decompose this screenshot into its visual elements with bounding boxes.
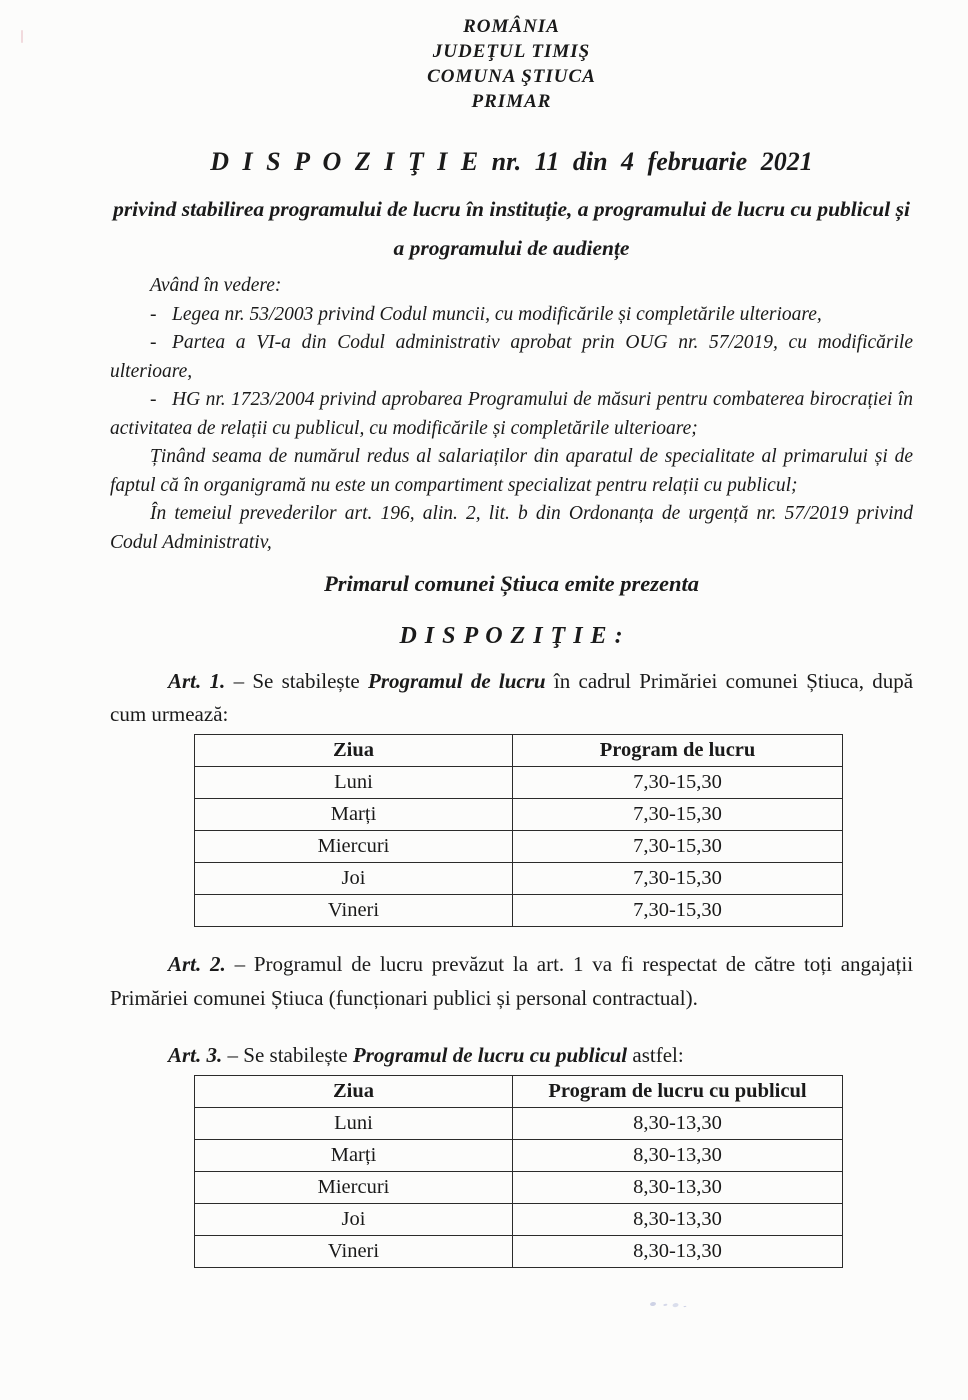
day-cell: Joi (195, 863, 513, 895)
table-row (195, 1204, 843, 1236)
document-subtitle: privind stabilirea programului de lucru în instituție, a programului de lucru cu publicul și a programului de audiențe (113, 197, 910, 260)
column-header-day: Ziua (195, 1076, 513, 1108)
column-header-hours: Program de lucru cu publicul (513, 1076, 843, 1108)
table-row (195, 1172, 843, 1204)
article-3-text: Se stabilește (243, 1043, 348, 1067)
scan-fleck-artifact (21, 30, 23, 43)
disposition-heading: D I S P O Z I Ţ I E : (399, 623, 624, 649)
work-schedule-table (194, 734, 843, 927)
preamble-intro: Având în vedere: (150, 275, 282, 296)
hours-cell: 7,30-15,30 (513, 895, 843, 927)
hours-cell: 7,30-15,30 (513, 831, 843, 863)
preamble (110, 272, 913, 557)
legal-basis-item (110, 301, 913, 330)
letterhead-commune: COMUNA ŞTIUCA (427, 66, 596, 87)
table-row (195, 1140, 843, 1172)
legal-basis-item (110, 386, 913, 443)
legal-basis-text: Partea a VI-a din Codul administrativ aprobat prin OUG nr. 57/2019, cu modificările ulterioare, (110, 332, 913, 382)
article-separator: – (233, 669, 245, 693)
table-row (195, 1108, 843, 1140)
article-3-emphasis: Programul de lucru cu publicul (352, 1043, 628, 1067)
hours-cell: 8,30-13,30 (513, 1236, 843, 1268)
public-schedule-table (194, 1075, 843, 1268)
hours-cell: 7,30-15,30 (513, 799, 843, 831)
day-cell: Vineri (195, 895, 513, 927)
table-header-row (195, 735, 843, 767)
article-3-text: astfel: (632, 1043, 684, 1067)
table-row (195, 767, 843, 799)
table-row (195, 799, 843, 831)
document-title: D I S P O Z I Ţ I E nr. 11 din 4 februarie 2021 (210, 147, 813, 176)
day-cell: Vineri (195, 1236, 513, 1268)
day-cell: Joi (195, 1204, 513, 1236)
day-cell: Luni (195, 767, 513, 799)
article-3 (110, 1039, 913, 1072)
list-dash: - (150, 303, 157, 325)
day-cell: Marți (195, 799, 513, 831)
article-1 (110, 665, 913, 731)
article-2-label: Art. 2. (168, 952, 226, 976)
hours-cell: 7,30-15,30 (513, 767, 843, 799)
issuance-line: Primarul comunei Știuca emite prezenta (323, 571, 700, 596)
letterhead (110, 14, 913, 114)
legal-basis-text: Legea nr. 53/2003 privind Codul muncii, cu modificările și completările ulterioare, (172, 303, 822, 325)
day-cell: Luni (195, 1108, 513, 1140)
legal-basis-text: HG nr. 1723/2004 privind aprobarea Programului de măsuri pentru combaterea birocrației în activitatea de relații cu publicul, cu modificările și completările ulterioare; (110, 389, 913, 439)
article-3-label: Art. 3. (168, 1043, 223, 1067)
table-row (195, 831, 843, 863)
column-header-hours: Program de lucru (513, 735, 843, 767)
article-1-text: Se stabilește (252, 669, 360, 693)
table-row (195, 895, 843, 927)
table-row (195, 863, 843, 895)
article-1-text: în cadrul Primăriei comunei Știuca, după cum urmează: (110, 669, 914, 726)
article-2 (110, 947, 913, 1015)
day-cell: Miercuri (195, 831, 513, 863)
scan-smudge-artifact (650, 1302, 657, 1307)
table-row (195, 1236, 843, 1268)
column-header-day: Ziua (195, 735, 513, 767)
hours-cell: 8,30-13,30 (513, 1204, 843, 1236)
hours-cell: 8,30-13,30 (513, 1140, 843, 1172)
list-dash: - (150, 389, 157, 410)
article-separator: – (227, 1043, 239, 1067)
preamble-paragraph: În temeiul prevederilor art. 196, alin. 2, lit. b din Ordonanța de urgență nr. 57/2019 privind Codul Administrativ, (110, 503, 913, 553)
hours-cell: 7,30-15,30 (513, 863, 843, 895)
letterhead-office: PRIMAR (471, 91, 552, 112)
day-cell: Miercuri (195, 1172, 513, 1204)
article-1-emphasis: Programul de lucru (368, 669, 546, 693)
preamble-paragraph: Ținând seama de numărul redus al salariaților din aparatul de specialitate al primarului și de faptul că în organigramă nu este un compartiment specializat pentru relații cu publicul; (110, 446, 913, 496)
hours-cell: 8,30-13,30 (513, 1172, 843, 1204)
list-dash: - (150, 332, 157, 353)
article-separator: – (234, 952, 246, 976)
article-2-text: Programul de lucru prevăzut la art. 1 va fi respectat de către toți angajații Primăriei comunei Știuca (funcționari publici și personal contractual). (110, 952, 914, 1010)
hours-cell: 8,30-13,30 (513, 1108, 843, 1140)
day-cell: Marți (195, 1140, 513, 1172)
letterhead-country: ROMÂNIA (463, 16, 560, 37)
letterhead-county: JUDEŢUL TIMIŞ (432, 41, 591, 62)
article-1-label: Art. 1. (168, 669, 226, 693)
legal-basis-item (110, 329, 913, 386)
table-header-row (195, 1076, 843, 1108)
